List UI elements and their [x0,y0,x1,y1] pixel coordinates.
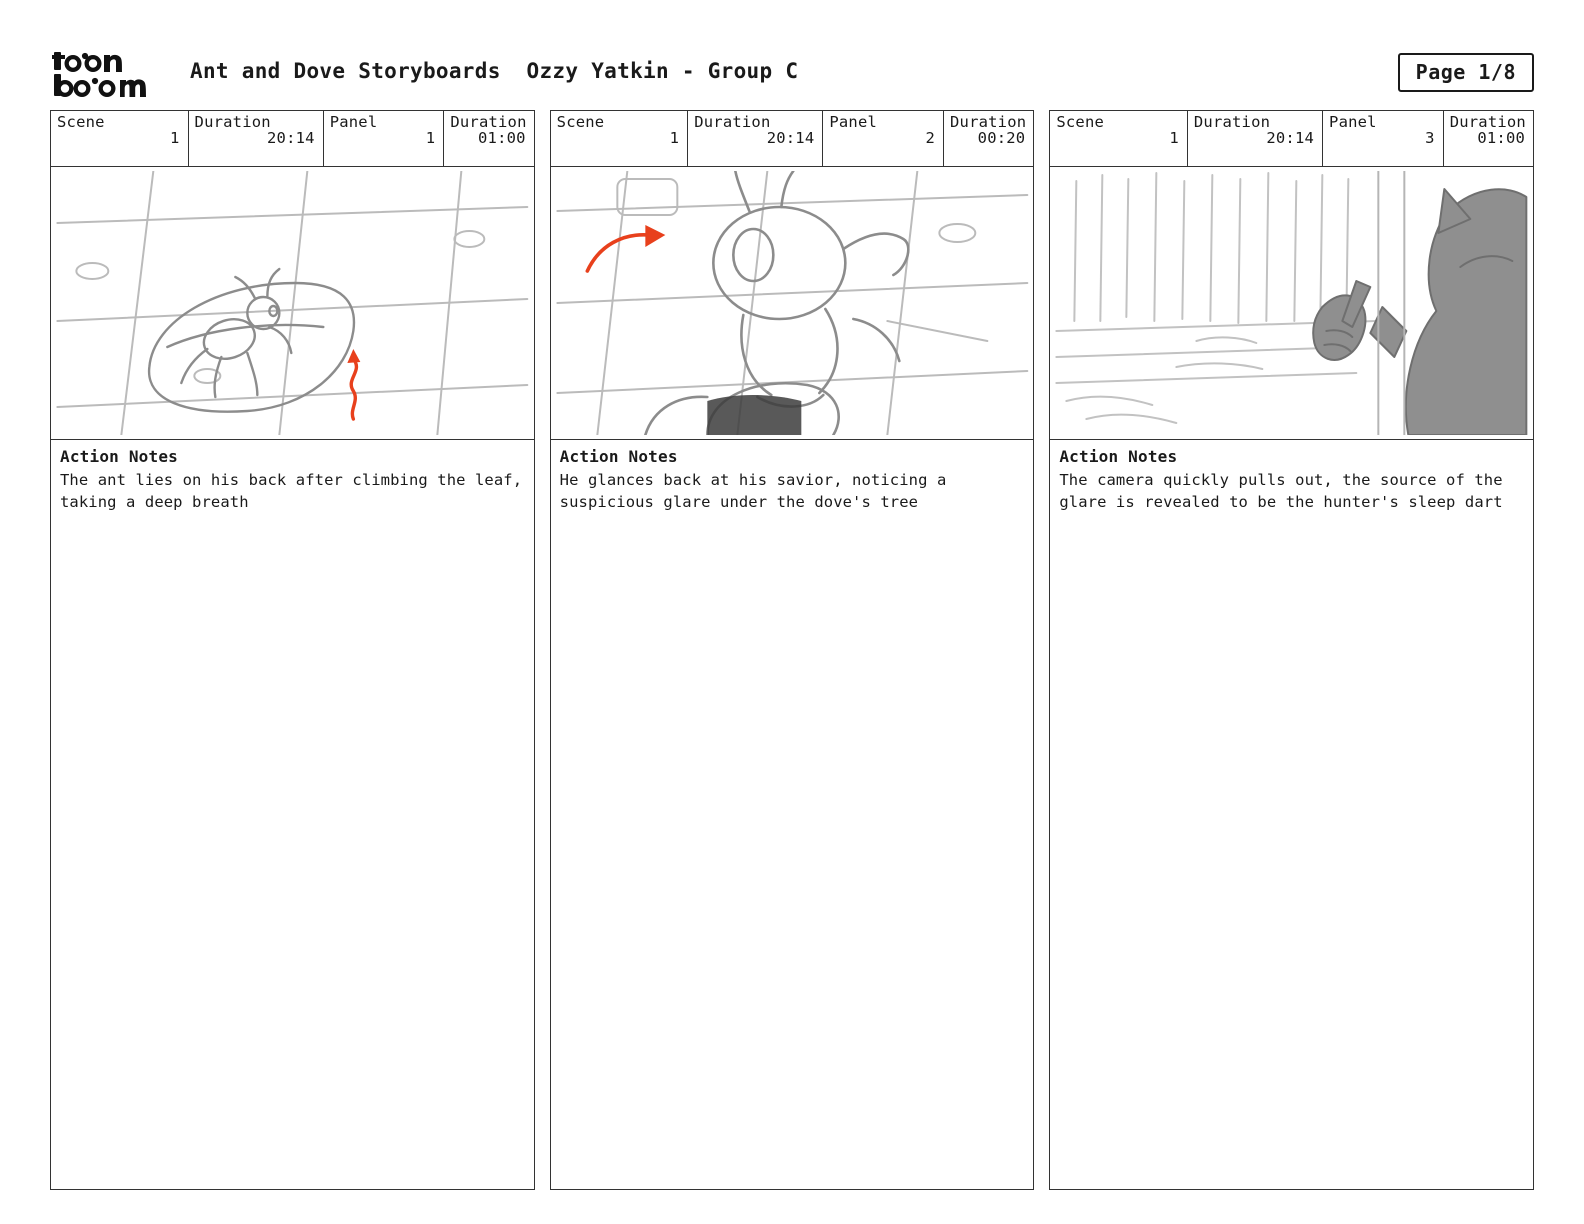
duration-label: Duration [1449,113,1526,131]
scene-duration-cell-3 [1188,111,1323,166]
action-notes-title: Action Notes [1059,447,1178,466]
panel-info-table-1 [50,110,535,166]
action-notes-text: The ant lies on his back after climbing the leaf, taking a deep breath [60,471,532,511]
page-header [50,44,1534,100]
panel-label: Panel [829,113,878,131]
page-title: Ant and Dove Storyboards Ozzy Yatkin - Group C [190,59,799,84]
panel-cell-1 [324,111,445,166]
scene-cell-1 [51,111,189,166]
panel-value: 1 [425,129,436,148]
thumbnail-image-3 [1054,171,1529,435]
panel-duration-cell-2 [944,111,1033,166]
action-notes-text: The camera quickly pulls out, the source of the glare is revealed to be the hunter's sleep dart [1059,471,1513,511]
panel-column-2 [550,110,1035,1190]
action-notes-2 [550,440,1035,1190]
panel-duration-value: 01:00 [478,129,526,148]
panel-info-table-3 [1049,110,1534,166]
action-notes-text: He glances back at his savior, noticing a suspicious glare under the dove's tree [559,471,956,511]
duration-label: Duration [450,113,527,131]
toon-boom-logo [52,46,174,98]
scene-cell-2 [551,111,689,166]
panel-columns [50,110,1534,1190]
panel-duration-cell-1 [444,111,533,166]
page-number: Page 1/8 [1398,53,1534,92]
scene-value: 1 [1169,129,1179,148]
panel-duration-cell-3 [1444,111,1533,166]
scene-label: Scene [57,113,105,131]
panel-column-1 [50,110,535,1190]
scene-duration-cell-1 [189,111,324,166]
action-notes-title: Action Notes [60,447,178,466]
scene-value: 1 [170,129,180,148]
panel-cell-2 [823,111,944,166]
scene-label: Scene [556,113,605,131]
duration-label: Duration [194,113,271,131]
duration-label: Duration [950,113,1027,131]
panel-column-3 [1049,110,1534,1190]
storyboard-thumbnail-1 [50,166,535,440]
storyboard-thumbnail-2 [550,166,1035,440]
panel-info-table-2 [550,110,1035,166]
duration-label: Duration [1193,113,1271,131]
action-notes-3 [1049,440,1534,1190]
panel-label: Panel [1329,113,1377,131]
panel-label: Panel [329,113,378,131]
storyboard-thumbnail-3 [1049,166,1534,440]
action-notes-title: Action Notes [559,447,678,466]
scene-cell-3 [1050,111,1188,166]
scene-duration-value: 20:14 [1266,129,1315,148]
panel-value: 3 [1425,129,1435,148]
panel-cell-3 [1323,111,1444,166]
thumbnail-image-1 [55,171,530,435]
panel-value: 2 [925,129,936,148]
scene-label: Scene [1056,113,1105,131]
scene-duration-cell-2 [688,111,823,166]
scene-duration-value: 20:14 [267,129,315,148]
panel-duration-value: 00:20 [977,129,1026,148]
duration-label: Duration [694,113,771,131]
scene-value: 1 [669,129,680,148]
panel-duration-value: 01:00 [1477,129,1526,148]
action-notes-1 [50,440,535,1190]
thumbnail-image-2 [555,171,1030,435]
scene-duration-value: 20:14 [766,129,815,148]
